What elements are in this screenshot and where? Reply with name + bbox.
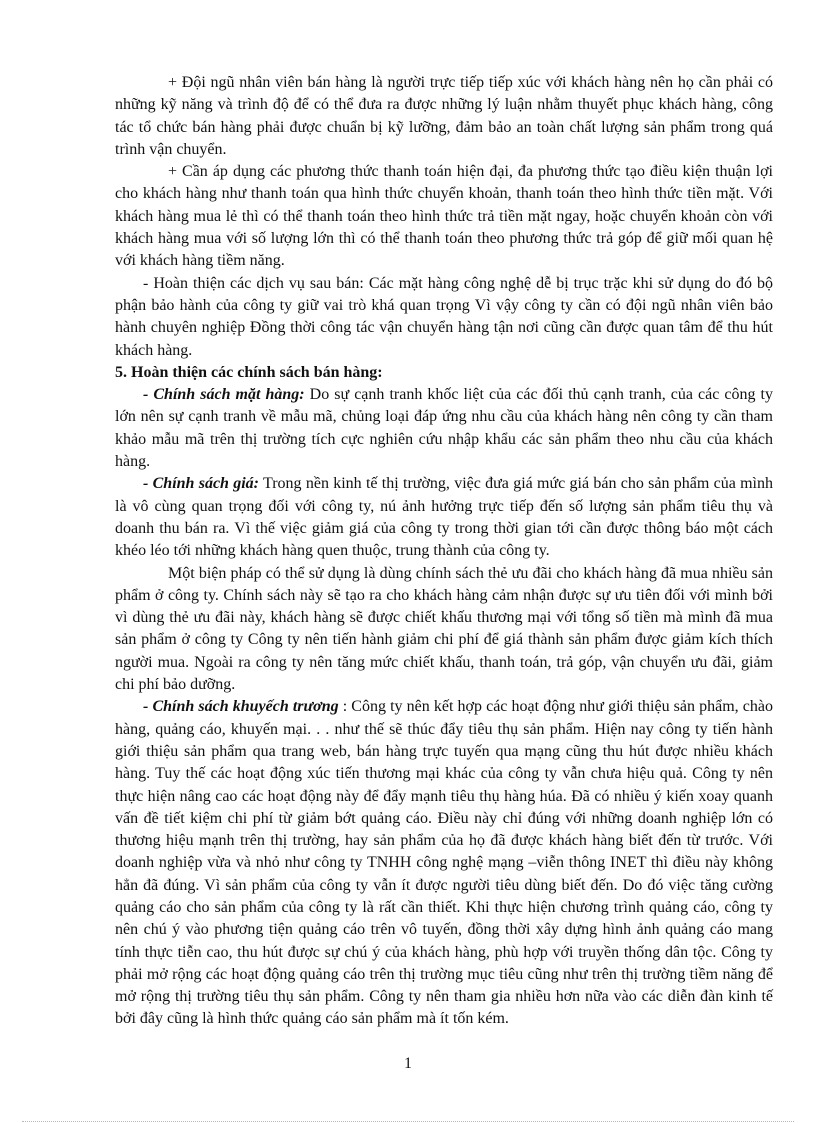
paragraph-after-sales: - Hoàn thiện các dịch vụ sau bán: Các mặt hàng công nghệ dễ bị trục trặc khi sử dụng do đó bộ phận bảo hành của công ty giữ vai trò khá quan trọng Vì vậy công ty cần có đội ngũ nhân viên bảo hành chuyên nghiệp Đồng thời công tác vận chuyển hàng tận nơi cũng cần được quan tâm để thu hút khách hàng. [115,274,773,359]
document-body [115,72,773,1031]
section-heading: 5. Hoàn thiện các chính sách bán hàng: [115,363,383,381]
price-policy-text: Trong nền kinh tế thị trường, việc đưa giá mức giá bán cho sản phẩm của mình là vô cùng quan trọng đối với công ty, nú ảnh hưởng trực tiếp đến số lượng sản phẩm tiêu thụ và doanh thu bán ra. Vì thế việc giảm giá của công ty trong thời gian tới cần được thông báo một cách khéo léo tới những khách hàng quen thuộc, trung thành của công ty. [115,475,774,560]
page-bottom-rule [22,1121,794,1122]
product-policy-text: Do sự cạnh tranh khốc liệt của các đối thủ cạnh tranh, của các công ty lớn nên sự cạnh tranh về mẫu mã, chủng loại đáp ứng nhu cầu của khách hàng nên công ty cần tham khảo mẫu mã trên thị trường tích cực nghiên cứu nhập khẩu các sản phẩm theo nhu cầu của khách hàng. [115,386,773,471]
page-number: 1 [404,1055,412,1072]
promotion-policy-lead: - Chính sách khuyếch trương [143,698,339,716]
price-policy-lead: - Chính sách giá: [143,475,260,493]
promotion-policy-text: : Công ty nên kết hợp các hoạt động như giới thiệu sản phẩm, chào hàng, quảng cáo, khuyến mại. . . như thế sẽ thúc đẩy tiêu thụ sản phẩm. Hiện nay công ty tiến hành giới thiệu sản phẩm qua trang web, bán hàng trực tuyến qua mạng cũng thu hút được nhiều khách hàng. Tuy thế các hoạt động xúc tiến thương mại khác của công ty vẫn chưa hiệu quả. Công ty nên thực hiện nâng cao các hoạt động này để đẩy mạnh tiêu thụ hàng húa. Đã có nhiều ý kiến xoay quanh vấn đề tiết kiệm chi phí từ giảm bớt quảng cáo. Điều này chỉ đúng với những doanh nghiệp lớn có thương hiệu mạnh trên thị trường, hay sản phẩm của họ đã được khách hàng biết đến từ trước. Với doanh nghiệp vừa và nhỏ như công ty TNHH công nghệ mạng –viễn thông INET thì điều này không hẳn đã đúng. Vì sản phẩm của công ty vẫn ít được người tiêu dùng biết đến. Do đó việc tăng cường quảng cáo cho sản phẩm của công ty là rất cần thiết. Khi thực hiện chương trình quảng cáo, công ty nên chú ý vào phương tiện quảng cáo trên vô tuyến, đồng thời xây dựng hình ảnh quảng cáo mang tính thực tiễn cao, thu hút được sự chú ý của khách hàng, phù hợp với truyền thống dân tộc. Công ty phải mở rộng các hoạt động quảng cáo trên thị trường mục tiêu cũng như trên thị trường tiềm năng để mở rộng thị trường tiêu thụ sản phẩm. Công ty nên tham gia nhiều hơn nữa vào các diễn đàn kinh tế bởi đây cũng là hình thức quảng cáo sản phẩm mà ít tốn kém. [115,698,773,1028]
paragraph-payment-methods: + Cần áp dụng các phương thức thanh toán hiện đại, đa phương thức tạo điều kiện thuận lợi cho khách hàng như thanh toán qua hình thức chuyển khoản, thanh toán theo hình thức tiền mặt. Với khách hàng mua lẻ thì có thể thanh toán theo hình thức trả tiền mặt ngay, hoặc chuyển khoản còn với khách hàng mua với số lượng lớn thì có thể thanh toán theo phương thức trả góp để giữ mối quan hệ với khách hàng tiềm năng. [115,163,773,270]
paragraph-price-policy [115,473,773,562]
product-policy-lead: - Chính sách mặt hàng: [143,386,305,404]
paragraph-sales-staff: + Đội ngũ nhân viên bán hàng là người trực tiếp tiếp xúc với khách hàng nên họ cần phải có những kỹ năng và trình độ để có thể đưa ra được những lý luận nhằm thuyết phục khách hàng, công tác tổ chức bán hàng phải được chuẩn bị kỹ lưỡng, đảm bảo an toàn chất lượng sản phẩm trong quá trình vận chuyển. [115,74,773,158]
paragraph-promotion-policy [115,696,773,1030]
paragraph-loyalty-card: Một biện pháp có thể sử dụng là dùng chính sách thẻ ưu đãi cho khách hàng đã mua nhiều sản phẩm ở công ty. Chính sách này sẽ tạo ra cho khách hàng cảm nhận được sự ưu tiên đối với mình bởi vì dùng thẻ ưu đãi này, khách hàng sẽ được chiết khấu thương mại với tổng số tiền mà mình đã mua sản phẩm ở công ty Công ty nên tiến hành giảm chi phí để giá thành sản phẩm được giảm kích thích người mua. Ngoài ra công ty nên tăng mức chiết khấu, thanh toán, trả góp, vận chuyển ưu đãi, giảm chi phí bảo dưỡng. [115,564,773,694]
paragraph-product-policy [115,384,773,473]
